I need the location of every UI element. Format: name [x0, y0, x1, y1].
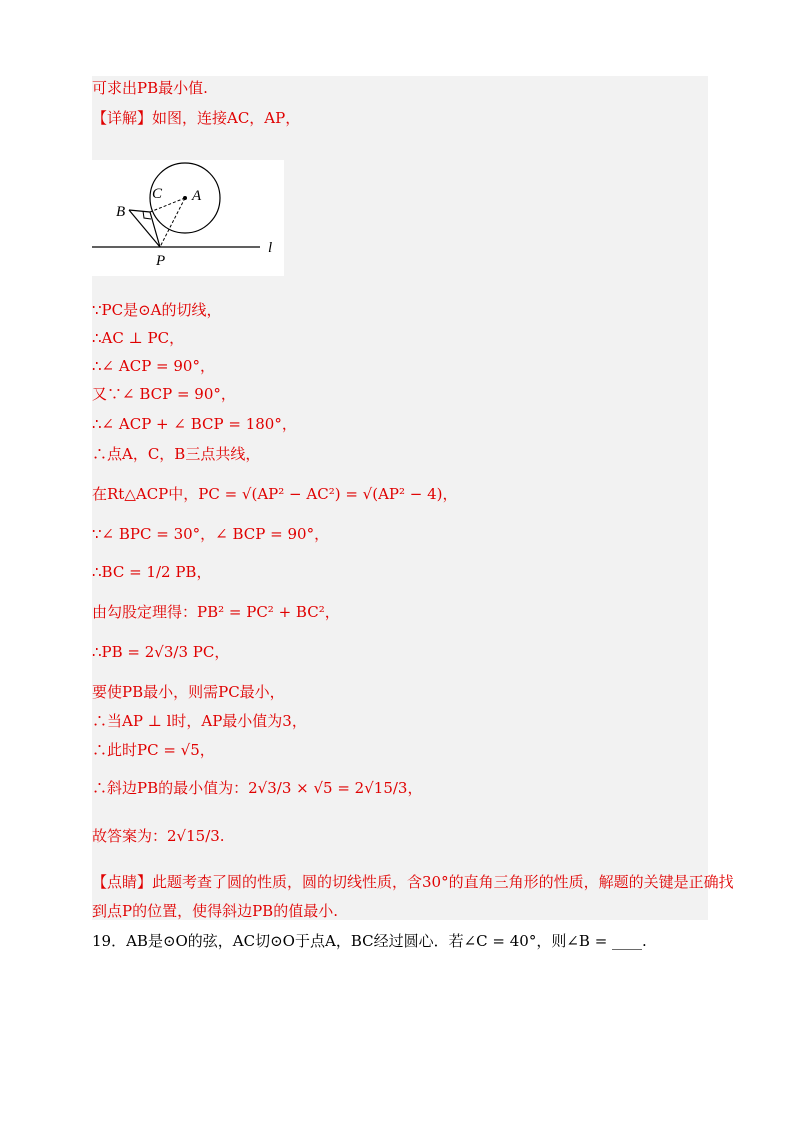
- line-4: ∴AC ⊥ PC，: [92, 329, 185, 347]
- line-7: ∴∠ ACP + ∠ BCP = 180°，: [92, 415, 297, 433]
- line-19-remark: 【点睛】此题考查了圆的性质，圆的切线性质，含30°的直角三角形的性质，解题的关键是正确找: [92, 873, 734, 891]
- label-l: l: [268, 240, 273, 256]
- segment-AP: [160, 198, 185, 247]
- line-3: ∵PC是⊙A的切线，: [92, 301, 222, 319]
- line-12: 由勾股定理得：PB² = PC² + BC²，: [92, 603, 340, 621]
- line-18-answer: 故答案为：2√15/3.: [92, 827, 225, 845]
- line-6: 又∵∠ BCP = 90°，: [92, 385, 236, 403]
- line-1: 可求出PB最小值.: [92, 79, 208, 97]
- line-10: ∵∠ BPC = 30°，∠ BCP = 90°，: [92, 525, 330, 543]
- line-15: ∴当AP ⊥ l时，AP最小值为3，: [92, 712, 307, 730]
- line-2-detail-header: 【详解】如图，连接AC，AP，: [92, 109, 301, 127]
- line-16: ∴此时PC = √5，: [92, 741, 215, 759]
- line-17: ∴斜边PB的最小值为：2√3/3 × √5 = 2√15/3，: [92, 779, 423, 797]
- label-B: B: [116, 204, 126, 220]
- label-C: C: [152, 186, 163, 202]
- line-9: 在Rt△ACP中，PC = √(AP² − AC²) = √(AP² − 4)，: [92, 485, 458, 503]
- label-P: P: [156, 253, 166, 269]
- label-A: A: [192, 188, 202, 204]
- line-20-remark: 到点P的位置，使得斜边PB的值最小.: [92, 902, 338, 920]
- line-11: ∴BC = 1/2 PB，: [92, 563, 212, 581]
- circle-tangent-diagram: [92, 160, 284, 276]
- line-14: 要使PB最小，则需PC最小，: [92, 683, 285, 701]
- segment-BC: [129, 210, 150, 212]
- question-19: 19．AB是⊙O的弦，AC切⊙O于点A，BC经过圆心．若∠C = 40°，则∠B = ____.: [92, 932, 647, 950]
- line-8: ∴点A，C，B三点共线，: [92, 445, 261, 463]
- geometry-figure: [92, 160, 284, 276]
- line-5: ∴∠ ACP = 90°，: [92, 357, 215, 375]
- line-13: ∴PB = 2√3/3 PC，: [92, 643, 230, 661]
